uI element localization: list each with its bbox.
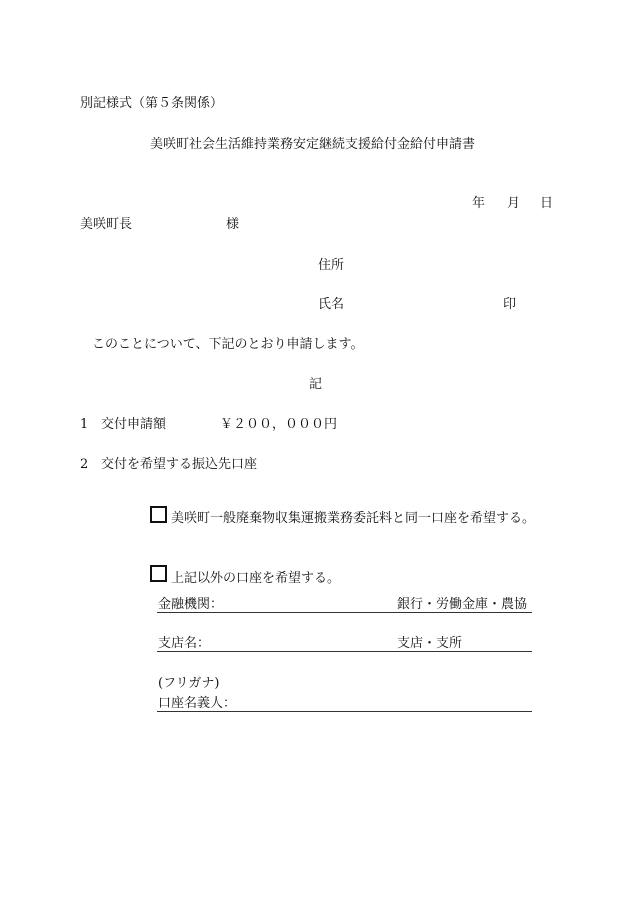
item-2-number: 2 — [80, 457, 89, 472]
item-1-label: 交付申請額 — [101, 417, 167, 432]
intro-text: このことについて、下記のとおり申請します。 — [92, 337, 364, 352]
institution-underline[interactable] — [157, 612, 532, 613]
holder-underline[interactable] — [157, 711, 532, 712]
date-day: 日 — [540, 196, 554, 211]
furigana-label: (フリガナ) — [158, 676, 220, 691]
option-1-label: 美咲町一般廃棄物収集運搬業務委託料と同一口座を希望する。 — [171, 511, 536, 526]
item-1-value: ￥２００，０００円 — [220, 417, 338, 432]
institution-suffix: 銀行・労働金庫・農協 — [397, 597, 528, 612]
seal-label: 印 — [503, 297, 517, 312]
address-label: 住所 — [318, 258, 345, 273]
addressee-name: 美咲町長 — [80, 217, 133, 232]
ki-heading: 記 — [309, 377, 323, 392]
holder-label: 口座名義人： — [158, 696, 237, 711]
item-2-label: 交付を希望する振込先口座 — [101, 457, 258, 472]
date-year: 年 — [472, 196, 486, 211]
branch-underline[interactable] — [157, 651, 532, 652]
option-1-checkbox[interactable] — [150, 506, 167, 523]
branch-label: 支店名： — [158, 636, 211, 651]
name-label: 氏名 — [318, 297, 345, 312]
institution-label: 金融機関： — [158, 597, 224, 612]
form-label: 別記様式（第５条関係） — [80, 96, 224, 111]
document-title: 美咲町社会生活維持業務安定継続支援給付金給付申請書 — [150, 137, 476, 152]
addressee-honorific: 様 — [226, 217, 240, 232]
option-2-checkbox[interactable] — [150, 565, 167, 582]
branch-suffix: 支店・支所 — [397, 636, 463, 651]
option-2-label: 上記以外の口座を希望する。 — [171, 571, 341, 586]
date-month: 月 — [507, 196, 521, 211]
item-1-number: 1 — [80, 417, 89, 432]
